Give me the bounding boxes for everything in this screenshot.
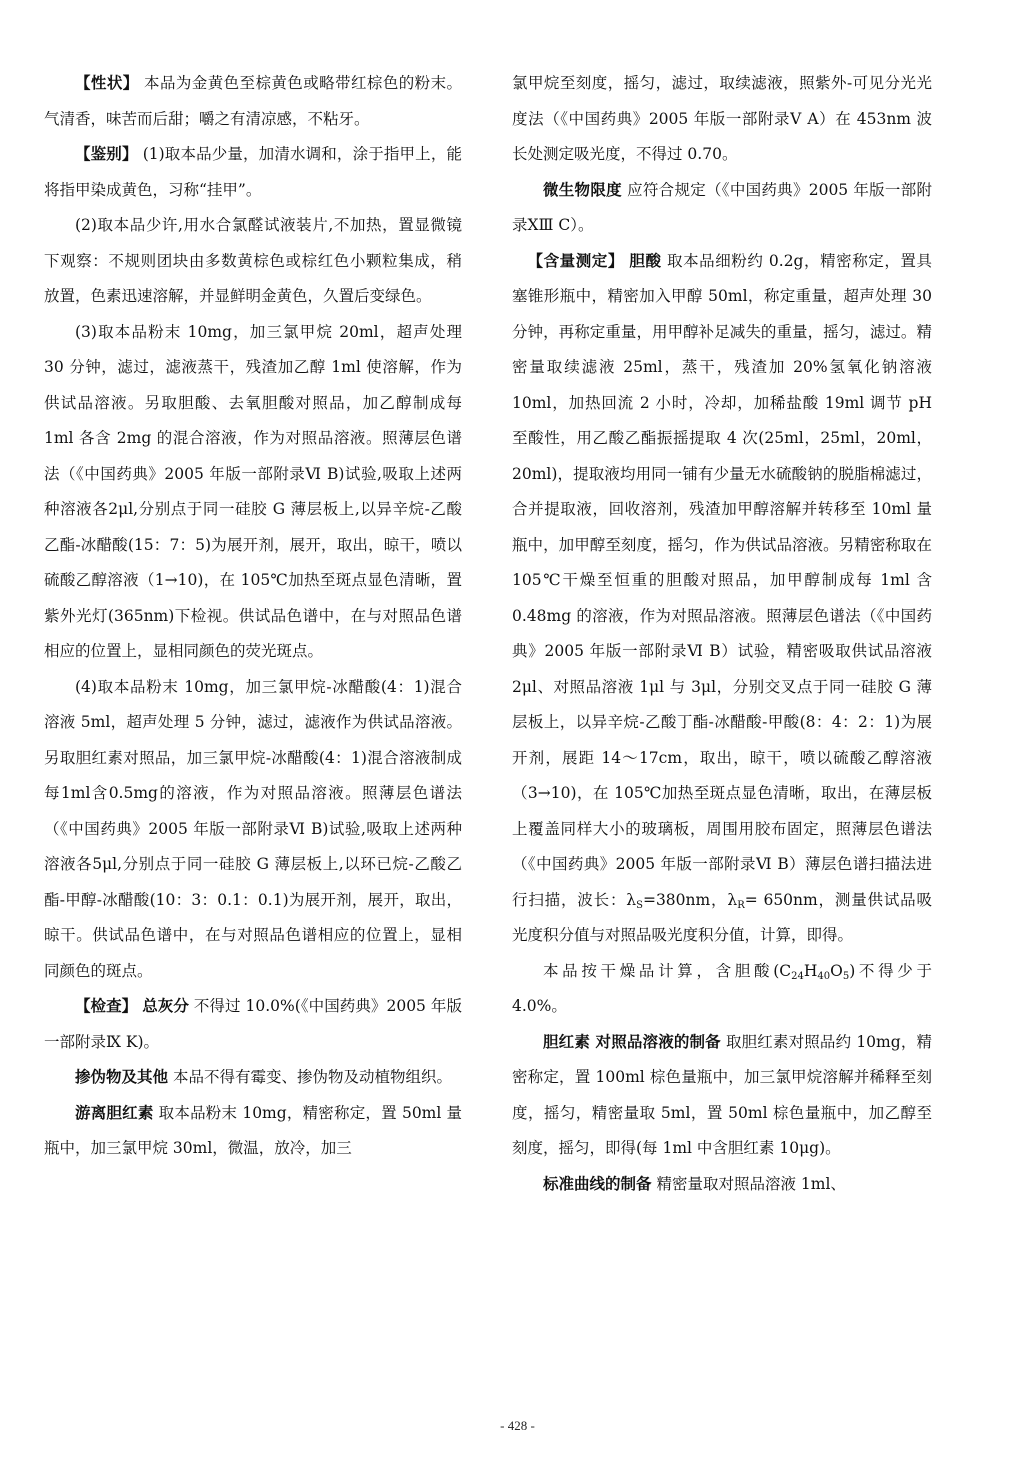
weishengwu-heading: 微生物限度 — [543, 180, 622, 199]
jianbie-para-1: (1)取本品少量，加清水调和，涂于指甲上，能将指甲染成黄色，习称“挂甲”。 — [44, 145, 462, 199]
section-xingzhuang — [44, 66, 462, 137]
wavelength-end: = 650nm，测量供试品吸光度积分值与对照品吸光度积分值，计算，即得。 — [512, 890, 932, 944]
wavelength-s-sub: S — [636, 899, 643, 911]
left-column — [44, 66, 462, 1167]
wavelength-label: 波长：λ — [577, 890, 637, 909]
limit-sub-24: 24 — [791, 970, 804, 982]
section-weishengwu — [512, 173, 932, 244]
section-youli — [44, 1096, 462, 1167]
chanweiwu-text: 本品不得有霉变、掺伪物及动植物组织。 — [172, 1068, 452, 1086]
section-biaozhun — [512, 1167, 932, 1203]
xingzhuang-text: 本品为金黄色至棕黄色或略带红棕色的粉末。气清香，味苦而后甜；嚼之有清凉感，不粘牙。 — [44, 74, 462, 128]
limit-sub-5: 5 — [842, 970, 850, 982]
hanliang-limit — [512, 954, 932, 1025]
hanliang-heading: 【含量测定】 — [527, 251, 624, 270]
section-hanliang — [512, 244, 932, 954]
section-jiancha — [44, 989, 462, 1060]
wavelength-r-sub: R — [737, 899, 745, 911]
limit-d: )不得少于 4.0%。 — [512, 961, 932, 1015]
hanliang-text: 取本品细粉约 0.2g，精密称定，置具塞锥形瓶中，精密加入甲醇 50ml，称定重量，超声处理 30 分钟，再称定重量，用甲醇补足减失的重量，摇匀，滤过。精密量取续滤液 25ml，蒸干，残渣加 20%氢氧化钠溶液 10ml，加热回流 2 小时，冷却，加稀盐酸 19ml 调节 pH 至酸性，用乙酸乙酯振摇提取 4 次(25ml，25ml，20ml，20ml)，提取液均用同一铺有少量无水硫酸钠的脱脂棉滤过，合并提取液，回收溶剂，残渣加甲醇溶解并转移至 10ml 量瓶中，加甲醇至刻度，摇匀，作为供试品溶液。另精密称取在 105℃干燥至恒重的胆酸对照品，加甲醇制成每 1ml 含 0.48mg 的溶液，作为对照品溶液。照薄层色谱法（《中国药典》2005 年版一部附录Ⅵ B）试验，精密吸取供试品溶液 2μl、对照品溶液 1μl 与 3μl，分别交叉点于同一硅胶 G 薄层板上，以异辛烷-乙酸丁酯-冰醋酸-甲酸(8：4：2：1)为展开剂，展距 14～17cm，取出，晾干，喷以硫酸乙醇溶液（3→10)，在 105℃加热至斑点显色清晰，取出，在薄层板上覆盖同样大小的玻璃板，周围用胶布固定，照薄层色谱法（《中国药典》2005 年版一部附录Ⅵ B）薄层色谱扫描法进行扫描， — [512, 251, 932, 909]
chanweiwu-heading: 掺伪物及其他 — [75, 1068, 169, 1086]
limit-a: 本品按干燥品计算，含胆酸(C — [543, 961, 792, 980]
danhongsu-text: 取胆红素对照品约 10mg，精密称定，置 100ml 棕色量瓶中，加三氯甲烷溶解并稀释至刻度，摇匀，精密量取 5ml，置 50ml 棕色量瓶中，加乙醇至刻度，摇匀，即得(每 1ml 中含胆红素 10μg)。 — [512, 1032, 932, 1157]
danhongsu-heading: 胆红素 对照品溶液的制备 — [543, 1032, 721, 1051]
section-chanweiwu — [44, 1060, 462, 1096]
jianbie-heading: 【鉴别】 — [75, 145, 138, 163]
right-column — [512, 66, 932, 1202]
jianbie-para-2: (2)取本品少许,用水合氯醛试液装片,不加热，置显微镜下观察：不规则团块由多数黄棕色或棕红色小颗粒集成，稍放置，色素迅速溶解，并显鲜明金黄色，久置后变绿色。 — [44, 216, 462, 305]
wavelength-mid: =380nm，λ — [642, 890, 738, 909]
limit-sub-40: 40 — [817, 970, 831, 982]
youli-continued: 氯甲烷至刻度，摇匀，滤过，取续滤液，照紫外-可见分光光度法（《中国药典》2005 年版一部附录Ⅴ A）在 453nm 波长处测定吸光度，不得过 0.70。 — [512, 74, 932, 163]
section-danhongsu — [512, 1025, 932, 1167]
youli-heading: 游离胆红素 — [75, 1103, 154, 1122]
zonghuifen-heading: 总灰分 — [142, 997, 189, 1015]
biaozhun-heading: 标准曲线的制备 — [543, 1174, 652, 1193]
page-number: - 428 - — [500, 1418, 535, 1433]
limit-b: H — [803, 961, 818, 980]
jianbie-para-4: (4)取本品粉末 10mg，加三氯甲烷-冰醋酸(4：1)混合溶液 5ml，超声处理 5 分钟，滤过，滤液作为供试品溶液。另取胆红素对照品，加三氯甲烷-冰醋酸(4：1)混合溶液制成每1ml含0.5mg的溶液，作为对照品溶液。照薄层色谱法（《中国药典》2005 年版一部附录Ⅵ B)试验,吸取上述两种溶液各5μl,分别点于同一硅胶 G 薄层板上,以环已烷-乙酸乙酯-甲醇-冰醋酸(10：3：0.1：0.1)为展开剂，展开，取出，晾干。供试品色谱中，在与对照品色谱相应的位置上，显相同颜色的斑点。 — [44, 677, 462, 980]
weishengwu-text: 应符合规定（《中国药典》2005 年版一部附录ⅩⅢ C）。 — [512, 180, 932, 234]
danjuan-heading: 胆酸 — [629, 251, 662, 270]
jianbie-para-3: (3)取本品粉末 10mg，加三氯甲烷 20ml，超声处理 30 分钟，滤过，滤液蒸干，残渣加乙醇 1ml 使溶解，作为供试品溶液。另取胆酸、去氧胆酸对照品，加乙醇制成每 1ml 各含 2mg 的混合溶液，作为对照品溶液。照薄层色谱法（《中国药典》2005 年版一部附录Ⅵ B)试验,吸取上述两种溶液各2μl,分别点于同一硅胶 G 薄层板上,以异辛烷-乙酸乙酯-冰醋酸(15：7：5)为展开剂，展开，取出，晾干，喷以硫酸乙醇溶液（1→10)，在 105℃加热至斑点显色清晰，置紫外光灯(365nm)下检视。供试品色谱中，在与对照品色谱相应的位置上，显相同颜色的荧光斑点。 — [44, 322, 462, 660]
biaozhun-text: 精密量取对照品溶液 1ml、 — [656, 1174, 846, 1193]
section-jianbie — [44, 137, 462, 208]
youli-text: 取本品粉末 10mg，精密称定，置 50ml 量瓶中，加三氯甲烷 30ml，微温，放冷，加三 — [44, 1103, 462, 1157]
limit-c: O — [830, 961, 843, 980]
zonghuifen-text: 不得过 10.0%(《中国药典》2005 年版一部附录Ⅸ K)。 — [44, 997, 462, 1051]
jiancha-heading: 【检查】 — [75, 997, 138, 1015]
xingzhuang-heading: 【性状】 — [75, 74, 139, 92]
